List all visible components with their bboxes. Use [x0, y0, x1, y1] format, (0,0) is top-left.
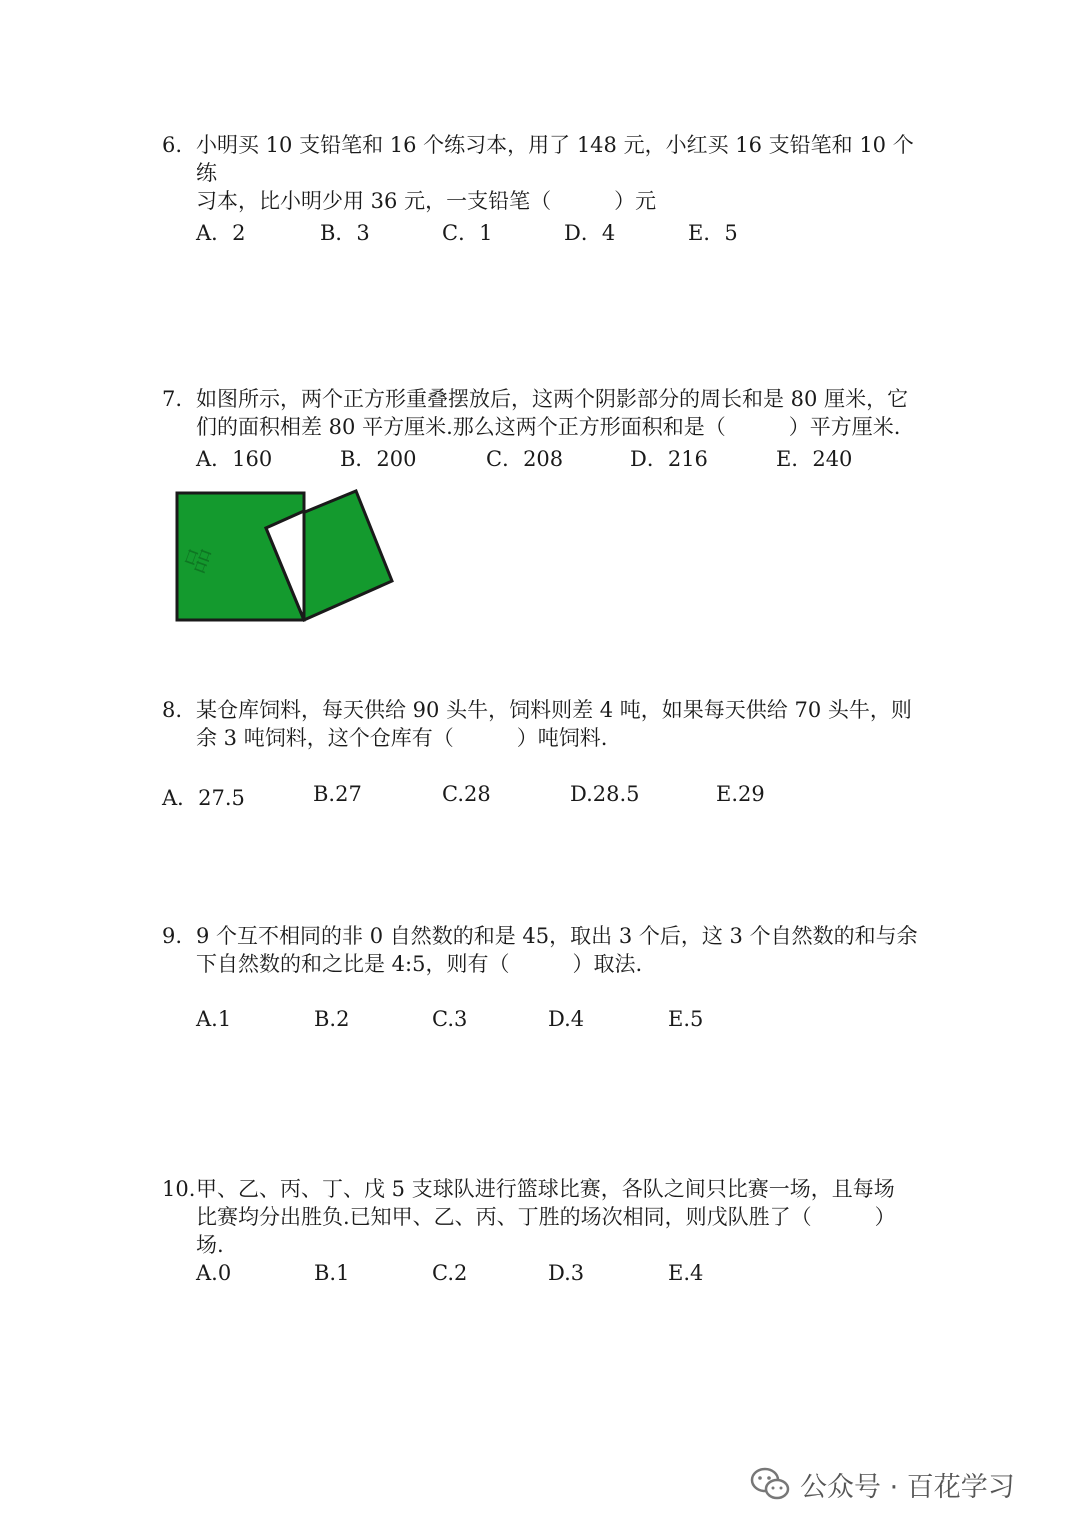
option-c: C.2	[432, 1261, 468, 1285]
option-a: A.0	[196, 1261, 232, 1285]
figure-mark: 品	[180, 542, 218, 578]
watermark-text: 公众号 · 百花学习	[800, 1471, 1015, 1503]
question-7	[162, 385, 922, 441]
question-line: 甲、乙、丙、丁、戊 5 支球队进行篮球比赛，各队之间只比赛一场，且每场	[196, 1177, 895, 1201]
option-d: D.4	[548, 1007, 585, 1031]
option-e: E.5	[668, 1007, 704, 1031]
option-e: E.4	[668, 1261, 704, 1285]
option-e: E．240	[776, 447, 853, 471]
question-9	[162, 922, 922, 978]
option-a: A．27.5	[162, 786, 245, 810]
question-6	[162, 131, 922, 215]
watermark	[750, 1462, 1015, 1506]
option-c: C．208	[486, 447, 564, 471]
question-line: 们的面积相差 80 平方厘米.那么这两个正方形面积和是（ ）平方厘米.	[196, 415, 901, 439]
question-line: 余 3 吨饲料，这个仓库有（ ）吨饲料.	[196, 726, 608, 750]
question-number: 7.	[162, 387, 183, 411]
option-e: E．5	[688, 221, 738, 245]
question-line: 比赛均分出胜负.已知甲、乙、丙、丁胜的场次相同，则戊队胜了（ ）场.	[196, 1205, 896, 1257]
option-a: A．160	[196, 447, 273, 471]
squares-diagram	[170, 485, 410, 630]
option-a: A．2	[196, 221, 246, 245]
question-number: 8.	[162, 698, 183, 722]
option-d: D．4	[564, 221, 616, 245]
option-c: C．1	[442, 221, 493, 245]
option-b: B．3	[320, 221, 370, 245]
option-c: C.28	[442, 782, 491, 806]
option-b: B.27	[313, 782, 362, 806]
question-line: 小明买 10 支铅笔和 16 个练习本，用了 148 元，小红买 16 支铅笔和 10 个练	[196, 133, 914, 185]
question-10	[162, 1175, 922, 1259]
overlapping-squares-figure	[170, 485, 410, 634]
question-number: 9.	[162, 924, 183, 948]
question-line: 习本，比小明少用 36 元，一支铅笔（ ）元	[196, 189, 657, 213]
option-b: B.2	[314, 1007, 350, 1031]
option-c: C.3	[432, 1007, 468, 1031]
option-d: D.28.5	[570, 782, 640, 806]
question-8	[162, 696, 922, 752]
option-d: D.3	[548, 1261, 585, 1285]
question-line: 9 个互不相同的非 0 自然数的和是 45，取出 3 个后，这 3 个自然数的和与余	[196, 924, 918, 948]
question-line: 下自然数的和之比是 4:5，则有（ ）取法.	[196, 952, 643, 976]
option-a: A.1	[196, 1007, 232, 1031]
question-line: 某仓库饲料，每天供给 90 头牛，饲料则差 4 吨，如果每天供给 70 头牛，则	[196, 698, 912, 722]
question-number: 6.	[162, 133, 183, 157]
question-line: 如图所示，两个正方形重叠摆放后，这两个阴影部分的周长和是 80 厘米，它	[196, 387, 909, 411]
option-b: B.1	[314, 1261, 350, 1285]
option-b: B．200	[340, 447, 417, 471]
option-d: D．216	[630, 447, 708, 471]
question-number: 10.	[162, 1177, 196, 1201]
wechat-icon	[750, 1466, 790, 1502]
option-e: E.29	[716, 782, 765, 806]
